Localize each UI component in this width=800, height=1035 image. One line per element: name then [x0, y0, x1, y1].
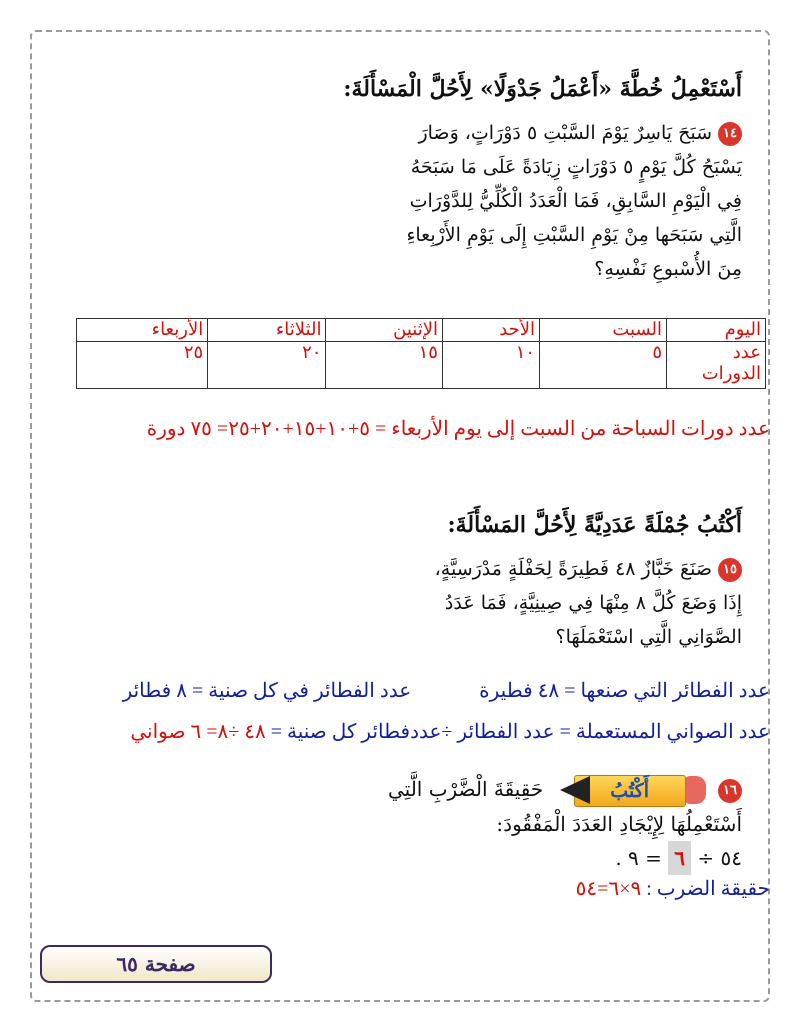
- problem-line: أَسْتَعْمِلُهَا لِإِيْجَادِ العَدَدَ الْمَفْقُودَ:: [496, 811, 742, 836]
- answer-part: عدد الفطائر في كل صنية = ٨ فطائر: [122, 680, 412, 702]
- equation-right: = ٩ .: [615, 845, 662, 870]
- section1-title: أَسْتَعْمِلُ خُطَّةَ «أَعْمَلُ جَدْوَلًا» لِأَحُلَّ الْمَسْأَلَةَ:: [343, 76, 742, 102]
- answer-16: [576, 876, 770, 901]
- laps-table: [76, 318, 766, 389]
- table-header-cell: الإثنين: [326, 319, 443, 342]
- table-cell: ٥: [540, 342, 667, 389]
- table-header-cell: الثلاثاء: [208, 319, 326, 342]
- answer-part: عدد الفطائر التي صنعها = ٤٨ فطيرة: [479, 680, 770, 702]
- table-header-cell: الأربعاء: [77, 319, 208, 342]
- pencil-icon: [560, 775, 706, 807]
- problem-line: صَنَعَ خَبَّازٌ ٤٨ فَطِيرَةً لِحَفْلَةٍ مَدْرَسِيَّةٍ،: [434, 558, 712, 580]
- table-cell: ١٠: [442, 342, 539, 389]
- problem-number-badge: ١٦: [718, 779, 742, 803]
- table-header-cell: اليوم: [667, 319, 766, 342]
- problem-line: سَبَحَ يَاسِرٌ يَوْمَ السَّبْتِ ٥ دَوْرَاتٍ، وَصَارَ: [418, 122, 712, 144]
- table-row: [77, 342, 766, 389]
- answer-label: حقيقة الضرب :: [646, 878, 770, 900]
- problem-number-badge: ١٤: [718, 122, 742, 146]
- table-cell: ١٥: [326, 342, 443, 389]
- problem-line: الصَّوَانِي الَّتِي اسْتَعْمَلَهَا؟: [555, 626, 742, 648]
- problem-line: الَّتِي سَبَحَها مِنْ يَوْمِ السَّبْتِ إِلَى يَوْمِ الأَرْبِعاءِ: [406, 224, 742, 246]
- table-row-label: عدد الدورات: [667, 342, 766, 389]
- problem-number-badge: ١٥: [718, 558, 742, 582]
- table-cell: ٢٥: [77, 342, 208, 389]
- problem-14: [406, 116, 742, 286]
- answer-value: ٩×٦=٥٤: [575, 878, 642, 900]
- table-cell: ٢٠: [208, 342, 326, 389]
- section2-title: أَكْتُبُ جُمْلَةً عَدَدِيَّةً لِأَحُلَّ المَسْأَلَةَ:: [447, 512, 742, 538]
- equation: [388, 841, 742, 875]
- answer-part: عدد الصواني المستعملة = عدد الفطائر ÷عددفطائر كل صنية =: [270, 721, 770, 743]
- answer-result: ٤٨ ÷٨= ٦ صواني: [130, 721, 266, 743]
- answer-15-line1: [123, 678, 770, 703]
- problem-16: [388, 772, 742, 875]
- problem-line: حَقِيقَةَ الْضَّرْبِ الَّتِي: [387, 777, 544, 801]
- page-number-label: صفحة ٦٥: [40, 945, 272, 983]
- table-header-cell: السبت: [540, 319, 667, 342]
- problem-line: مِنَ الأُسْبوعِ نَفْسِهِ؟: [594, 258, 742, 280]
- pencil-label: أَكْتُبُ: [574, 775, 686, 807]
- problem-line: يَسْبَحُ كُلَّ يَوْمٍ ٥ دَوْرَاتٍ زِيَادَةً عَلَى مَا سَبَحَهُ: [410, 156, 742, 178]
- problem-line: فِي الْيَوْمِ السَّابِقِ، فَمَا الْعَدَدُ الْكُلِّيُّ لِلدَّوْرَاتِ: [409, 190, 742, 212]
- problem-15: [435, 552, 742, 654]
- answer-14: عدد دورات السباحة من السبت إلى يوم الأربعاء = ٥+١٠+١٥+٢٠+٢٥= ٧٥ دورة: [146, 418, 770, 440]
- problem-line: إِذَا وَضَعَ كُلَّ ٨ مِنْهَا فِي صِينِيَّةٍ، فَمَا عَدَدُ: [444, 592, 742, 614]
- missing-number-box: ٦: [668, 841, 691, 875]
- table-header-cell: الأحد: [442, 319, 539, 342]
- table-header-row: [77, 319, 766, 342]
- equation-left: ٥٤ ÷: [697, 845, 742, 870]
- answer-15-line2: [130, 719, 770, 744]
